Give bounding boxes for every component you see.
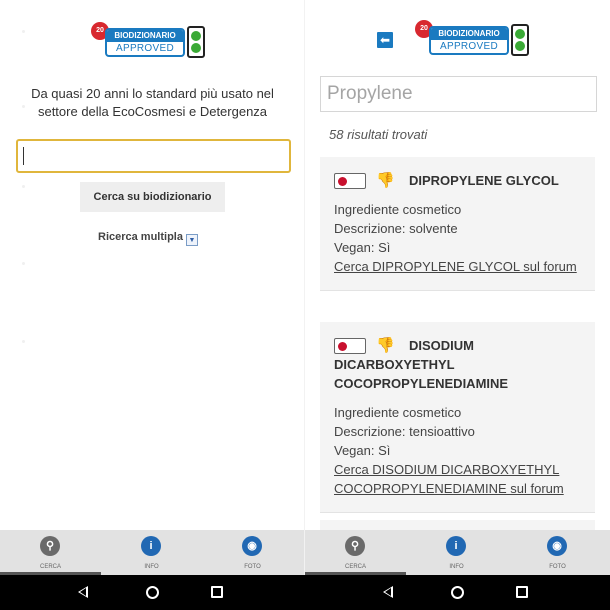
traffic-light-icon (187, 26, 205, 58)
chevron-down-icon[interactable]: ▼ (186, 234, 198, 246)
back-arrow-icon[interactable]: ⬅ (377, 32, 393, 48)
text-caret (23, 147, 24, 165)
info-icon: i (141, 536, 161, 556)
android-system-bar (305, 575, 610, 610)
red-dot-icon (338, 342, 347, 351)
anniversary-badge: 20 (91, 22, 109, 40)
nav-label: INFO (449, 564, 464, 570)
logo-box (105, 28, 185, 57)
nav-item-foto[interactable] (202, 530, 303, 575)
multi-search-toggle[interactable] (98, 231, 198, 246)
thumbs-down-icon[interactable]: 👎 (376, 172, 395, 189)
nav-label: CERCA (344, 564, 366, 570)
biodizionario-logo (91, 22, 211, 62)
ingredient-vegan: Vegan: Sì (334, 240, 391, 255)
result-header (334, 171, 581, 190)
nav-label: FOTO (244, 564, 261, 570)
nav-label: FOTO (549, 564, 566, 570)
camera-icon: ◉ (242, 536, 262, 556)
home-nav-icon[interactable] (146, 586, 159, 599)
ingredient-description: Descrizione: tensioattivo (334, 424, 475, 439)
tagline: Da quasi 20 anni lo standard più usato nel settore della EcoCosmesi e Detergenza (31, 86, 274, 119)
android-system-bar (0, 575, 305, 610)
recents-nav-icon[interactable] (211, 586, 223, 598)
logo-subtitle: APPROVED (440, 41, 498, 52)
bottom-nav (305, 530, 610, 575)
multi-search-label: Ricerca multipla (98, 231, 183, 243)
ingredient-type: Ingrediente cosmetico (334, 202, 462, 217)
camera-icon: ◉ (547, 536, 567, 556)
nav-item-cerca[interactable] (0, 530, 101, 575)
result-card[interactable] (320, 157, 595, 291)
results-screen (305, 0, 610, 610)
result-details (334, 200, 581, 276)
nav-label: CERCA (39, 564, 61, 570)
nav-item-foto[interactable] (507, 530, 608, 575)
result-header (334, 336, 581, 393)
logo-title: BIODIZIONARIO (431, 28, 507, 40)
back-nav-icon[interactable] (383, 586, 393, 598)
ingredient-description: Descrizione: solvente (334, 221, 458, 236)
ingredient-type: Ingrediente cosmetico (334, 405, 462, 420)
forum-link[interactable]: Cerca DISODIUM DICARBOXYETHYL COCOPROPYLENEDIAMINE sul forum (334, 462, 564, 496)
forum-link[interactable]: Cerca DIPROPYLENE GLYCOL sul forum (334, 259, 577, 274)
biodizionario-logo (415, 20, 535, 60)
search-icon: ⚲ (345, 536, 365, 556)
result-details (334, 403, 581, 498)
rating-indicator (334, 338, 366, 354)
thumbs-down-icon[interactable]: 👎 (376, 337, 395, 354)
traffic-light-icon (511, 24, 529, 56)
ingredient-vegan: Vegan: Sì (334, 443, 391, 458)
search-input[interactable] (16, 139, 291, 173)
ingredient-name: DIPROPYLENE GLYCOL (409, 173, 559, 188)
rating-indicator (334, 173, 366, 189)
result-count: 58 risultati trovati (329, 127, 428, 142)
search-input-value: Propylene (327, 83, 413, 104)
nav-item-info[interactable] (101, 530, 202, 575)
home-nav-icon[interactable] (451, 586, 464, 599)
bottom-nav (0, 530, 305, 575)
recents-nav-icon[interactable] (516, 586, 528, 598)
search-icon: ⚲ (40, 536, 60, 556)
logo-box (429, 26, 509, 55)
logo-title: BIODIZIONARIO (107, 30, 183, 42)
info-icon: i (446, 536, 466, 556)
search-button[interactable]: Cerca su biodizionario (80, 182, 225, 212)
search-input[interactable] (320, 76, 597, 112)
back-nav-icon[interactable] (78, 586, 88, 598)
red-dot-icon (338, 177, 347, 186)
logo-subtitle: APPROVED (116, 43, 174, 54)
nav-item-cerca[interactable] (305, 530, 406, 575)
nav-label: INFO (144, 564, 159, 570)
anniversary-badge: 20 (415, 20, 433, 38)
nav-item-info[interactable] (406, 530, 507, 575)
ingredient-name: DISODIUM DICARBOXYETHYL COCOPROPYLENEDIAMINE (334, 338, 509, 391)
result-card[interactable] (320, 322, 595, 513)
